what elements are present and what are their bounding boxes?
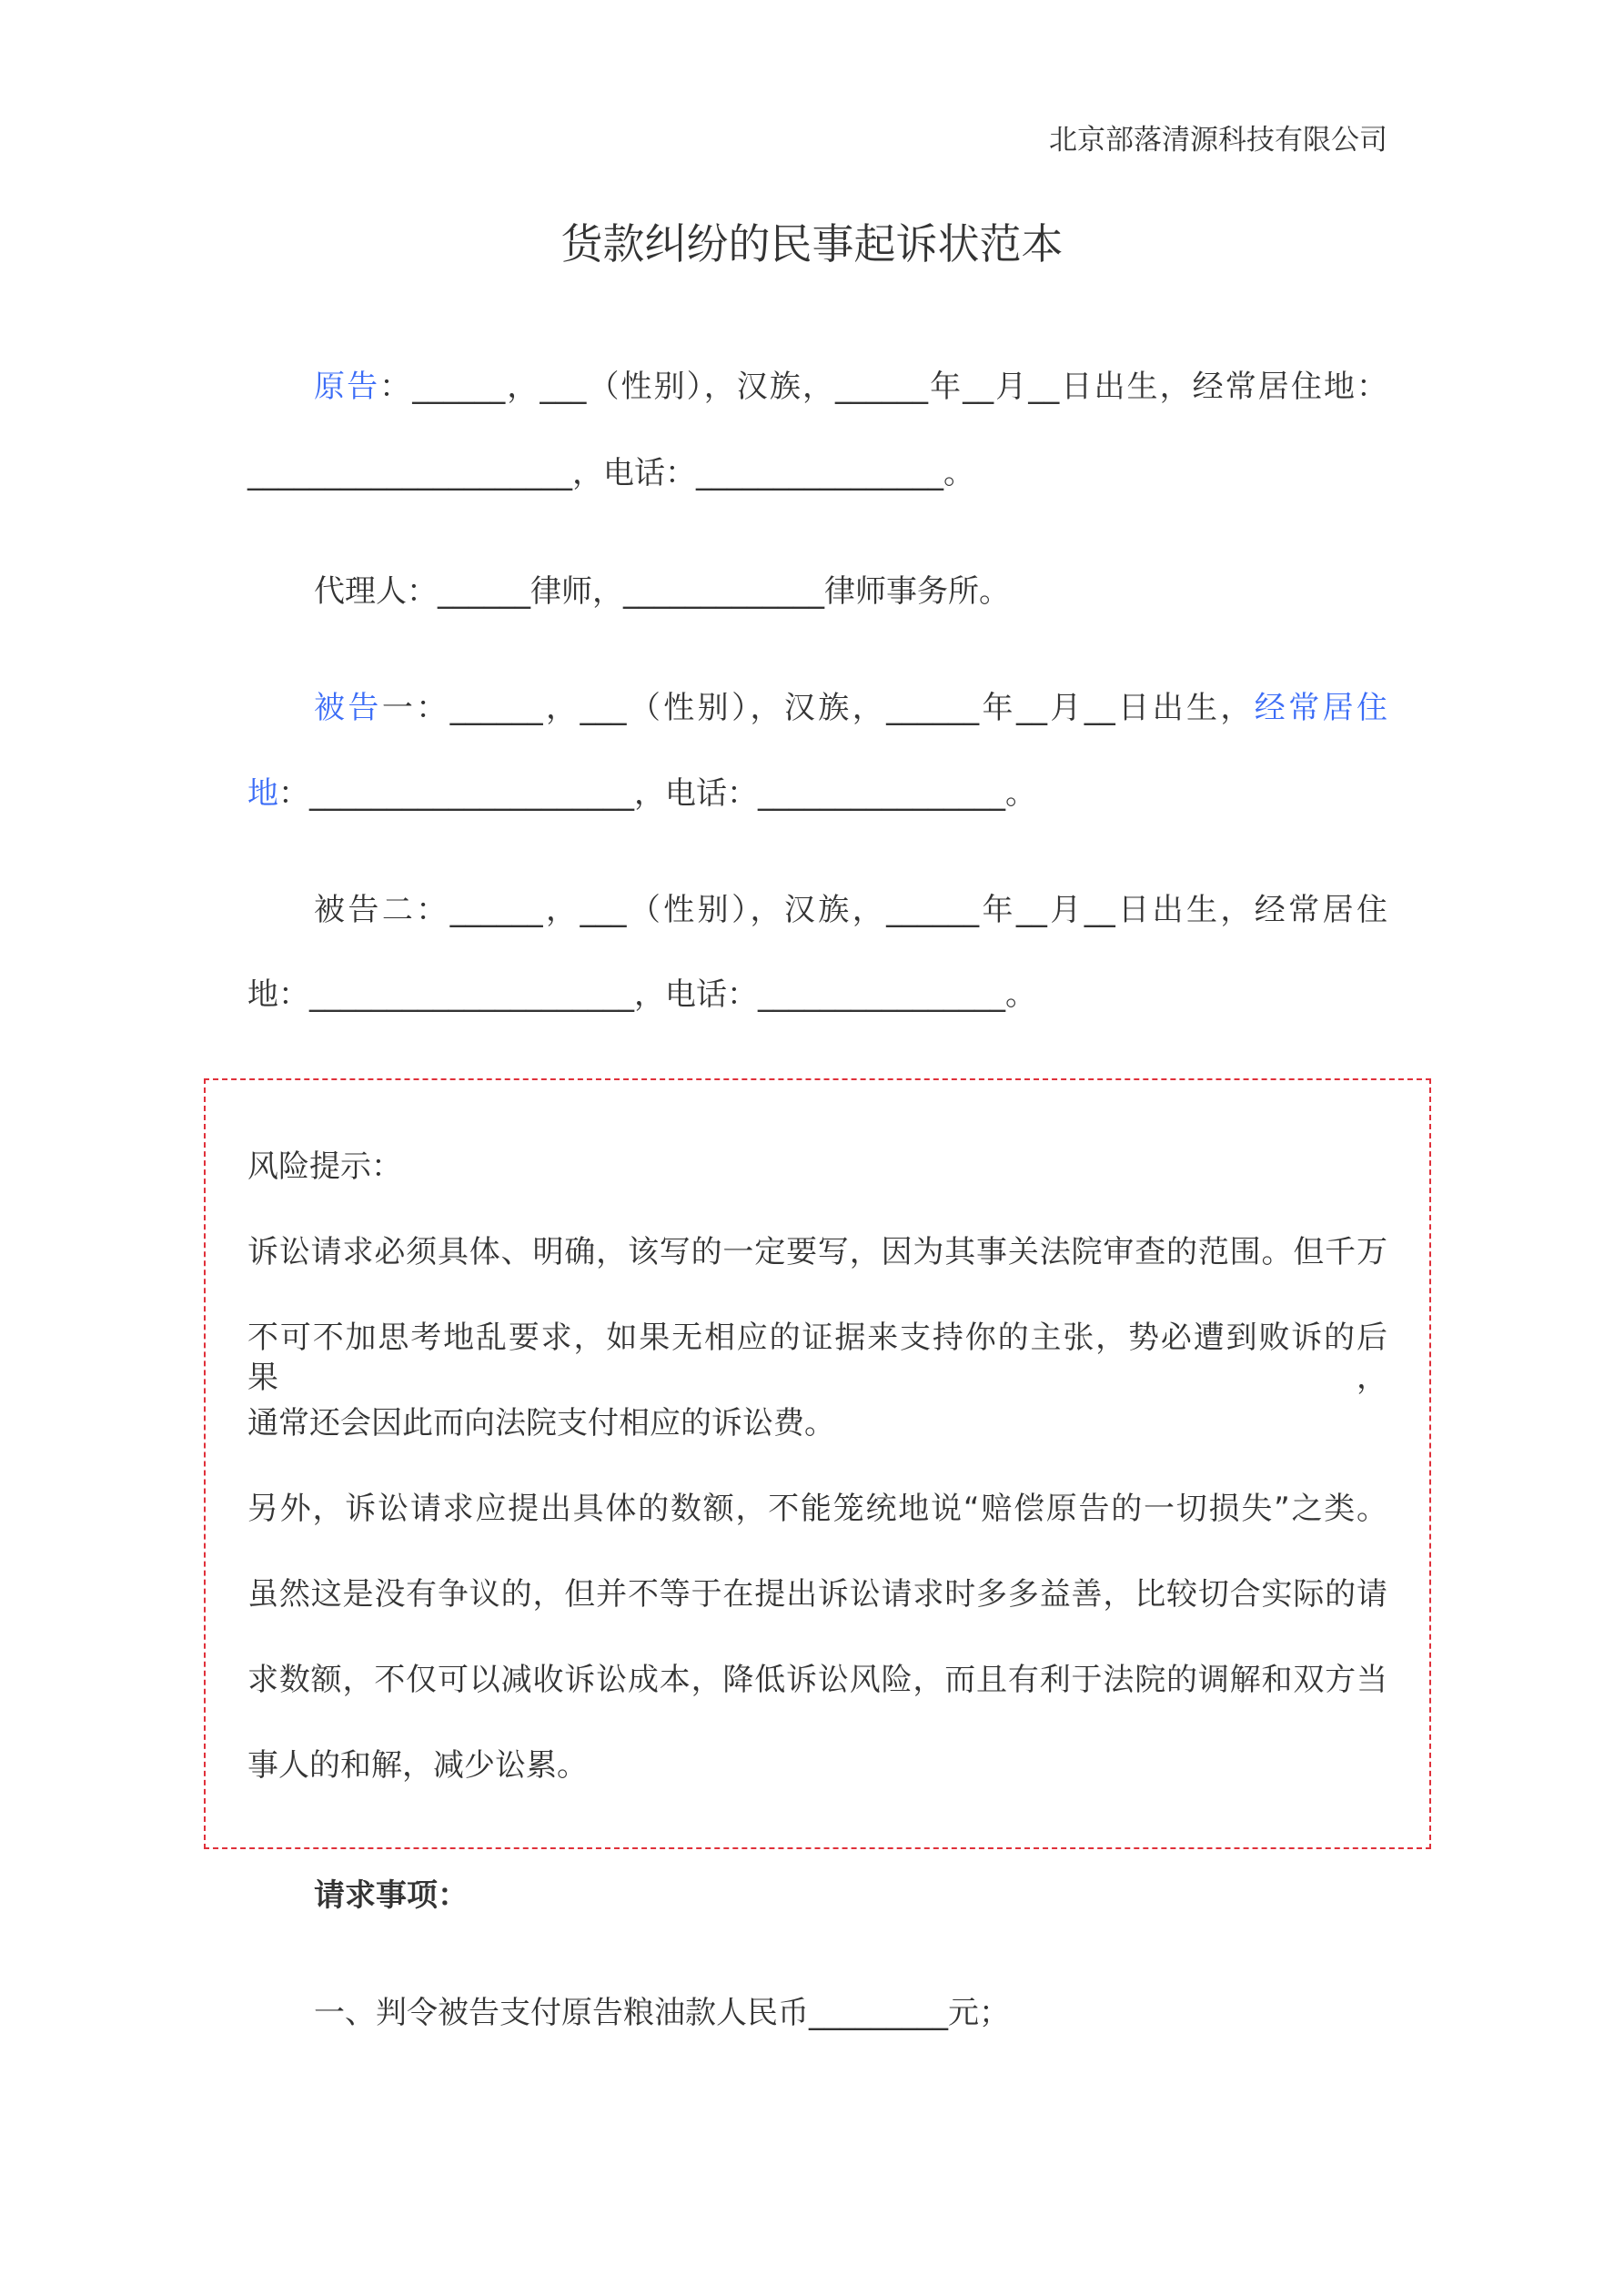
party-line: [314, 688, 1387, 728]
risk-line: 通常还会因此而向法院支付相应的诉讼费。: [247, 1405, 835, 1441]
highlighted-term: 原告: [314, 369, 380, 405]
risk-notice-box: [204, 1078, 1431, 1849]
risk-line: 诉讼请求必须具体、明确，该写的一定要写，因为其事关法院审查的范围。但千万: [247, 1234, 1387, 1270]
highlighted-term: 被告: [314, 690, 382, 726]
party-text: _____________________，电话：________________。: [247, 455, 974, 491]
party-text: ：_____________________，电话：________________。: [278, 775, 1036, 812]
party-line: [314, 367, 1387, 407]
party-text: ：______，___（性别），汉族，______年__月__日出生，经常居住地：: [379, 369, 1388, 405]
party-line: [314, 890, 1387, 930]
risk-line: 虽然这是没有争议的，但并不等于在提出诉讼请求时多多益善，比较切合实际的请: [247, 1576, 1387, 1613]
document-title: 货款纠纷的民事起诉状范本: [560, 219, 1064, 268]
party-line: [247, 774, 1387, 814]
party-line: [247, 975, 1387, 1015]
company-name: 北京部落清源科技有限公司: [1049, 124, 1387, 157]
risk-line: 另外，诉讼请求应提出具体的数额，不能笼统地说“赔偿原告的一切损失”之类。: [247, 1491, 1387, 1527]
claim-item: 一、判令被告支付原告粮油款人民币_________元；: [314, 1995, 1010, 2031]
party-text: 代理人：______律师，_____________律师事务所。: [314, 573, 1010, 610]
risk-line: 事人的和解，减少讼累。: [247, 1747, 588, 1784]
party-line: [314, 571, 1387, 612]
highlighted-term: 地: [247, 775, 278, 812]
claims-heading: 请求事项：: [314, 1877, 469, 1914]
party-line: [247, 453, 1387, 493]
risk-line: 不可不加思考地乱要求，如果无相应的证据来支持你的主张，势必遭到败诉的后果，: [247, 1320, 1387, 1396]
party-text: 一：______，___（性别），汉族，______年__月__日出生，: [381, 690, 1255, 726]
party-text: 地：_____________________，电话：________________。: [247, 976, 1036, 1013]
risk-heading: 风险提示：: [247, 1148, 402, 1185]
highlighted-term: 经常居住: [1254, 690, 1388, 726]
risk-line: 求数额，不仅可以减收诉讼成本，降低诉讼风险，而且有利于法院的调解和双方当: [247, 1662, 1387, 1698]
party-text: 被告二：______，___（性别），汉族，______年__月__日出生，经常居住: [314, 892, 1387, 928]
